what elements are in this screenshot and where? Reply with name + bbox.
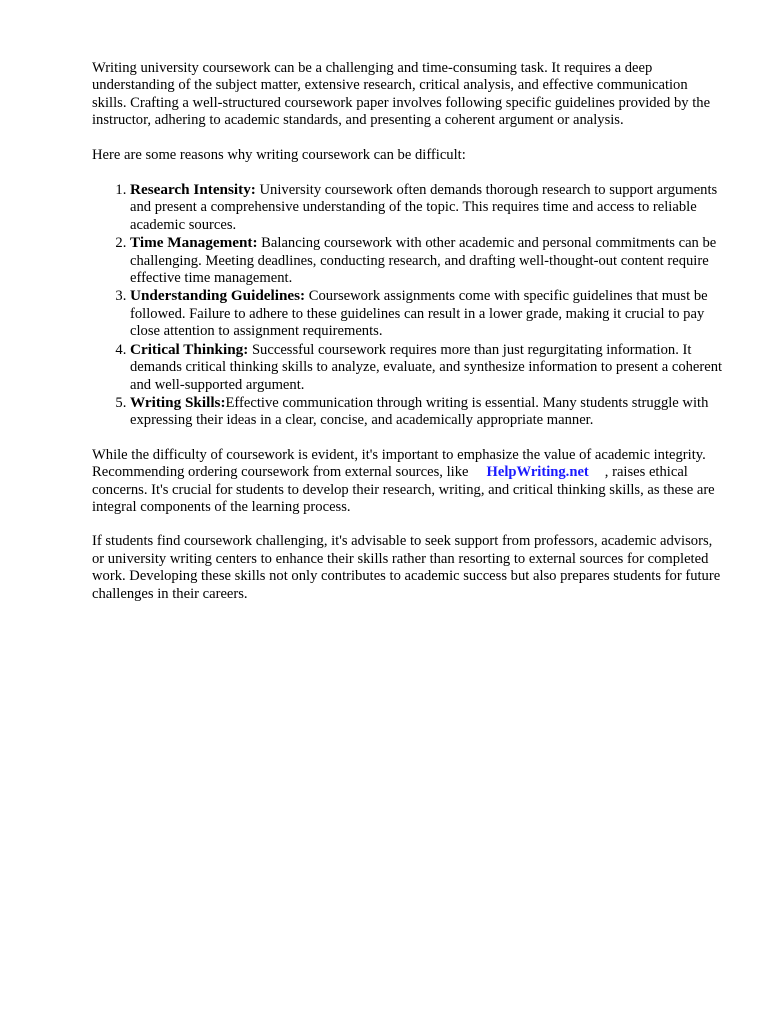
list-item-text: University coursework often demands thorough research to support arguments and present a comprehensive understanding of the topic. This requires time and access to reliable academic sources.	[130, 182, 718, 233]
list-item-text: Coursework assignments come with specific guidelines that must be followed. Failure to adhere to these guidelines can result in a lower grade, making it crucial to pay close attention to assignment requirements.	[130, 288, 708, 340]
list-item	[130, 341, 724, 394]
integrity-paragraph	[92, 447, 724, 517]
list-item-text: Balancing coursework with other academic and personal commitments can be challenging. Meeting deadlines, conducting research, and drafting well-thought-out content require effective time management.	[130, 235, 717, 287]
integrity-text-before: While the difficulty of coursework is evident, it's important to emphasize the value of academic integrity. Recommending ordering coursework from external sources, like	[92, 446, 706, 481]
intro-paragraph: Writing university coursework can be a challenging and time-consuming task. It requires a deep understanding of the subject matter, extensive research, critical analysis, and effective communication skills. Crafting a well-structured coursework paper involves following specific guidelines provided by the instructor, adhering to academic standards, and presenting a coherent argument or analysis.	[92, 60, 711, 129]
list-item-text: Successful coursework requires more than just regurgitating information. It demands critical thinking skills to analyze, evaluate, and synthesize information to present a coherent and well-supported argument.	[130, 341, 723, 393]
support-paragraph: If students find coursework challenging, it's advisable to seek support from professors, academic advisors, or university writing centers to enhance their skills rather than resorting to external sources for completed work. Developing these skills not only contributes to academic success but also prepares students for future challenges in their careers.	[92, 533, 721, 602]
list-item-term: Understanding Guidelines:	[130, 287, 306, 305]
integrity-text-after: , raises ethical concerns. It's crucial for students to develop their research, writing, and critical thinking skills, as these are integral components of the learning process.	[92, 464, 715, 515]
reasons-lead: Here are some reasons why writing coursework can be difficult:	[92, 146, 466, 163]
list-item	[130, 394, 724, 430]
list-item	[130, 287, 724, 340]
document-body	[92, 60, 724, 620]
list-item-text: Effective communication through writing is essential. Many students struggle with expressing their ideas in a clear, concise, and academically appropriate manner.	[130, 394, 709, 429]
reasons-list	[92, 181, 724, 430]
list-item-term: Writing Skills:	[130, 393, 226, 411]
list-item-term: Time Management:	[130, 234, 258, 252]
list-item	[130, 181, 724, 234]
helpwriting-link[interactable]: HelpWriting.net	[486, 464, 589, 481]
list-item-term: Critical Thinking:	[130, 340, 249, 358]
list-item-term: Research Intensity:	[130, 181, 256, 199]
list-item	[130, 234, 724, 287]
